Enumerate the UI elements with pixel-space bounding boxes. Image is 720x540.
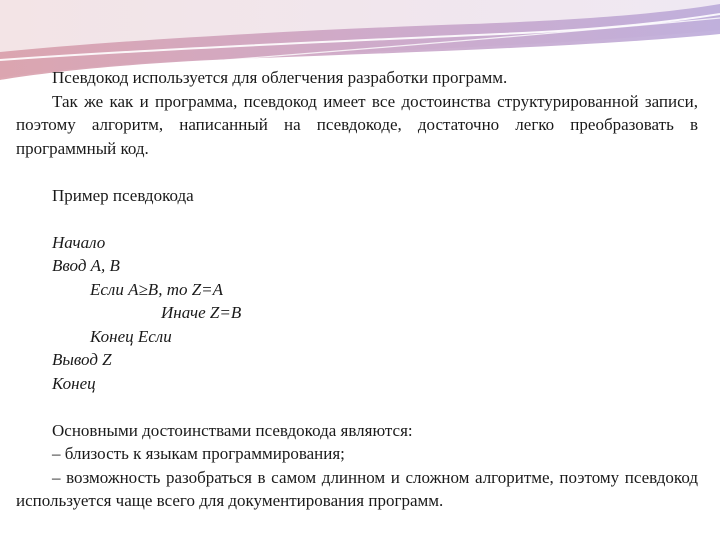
intro-line: Псевдокод используется для облегчения разработки программ.: [52, 68, 508, 87]
intro-paragraph: Так же как и программа, псевдокод имеет все достоинства структурированной записи, поэтому алгоритм, написанный на псевдокоде, достаточно легко преобразовать в программный код.: [16, 91, 698, 158]
code-line: Иначе Z=B: [161, 303, 242, 322]
code-line: Ввод A, B: [52, 256, 120, 275]
code-line: Если A≥B, то Z=A: [90, 279, 224, 299]
slide-content: [16, 66, 698, 513]
spacer: [16, 207, 698, 231]
code-line: Конец Если: [90, 326, 172, 346]
spacer: [16, 160, 698, 184]
example-heading: Пример псевдокода: [52, 185, 194, 205]
code-line: Вывод Z: [52, 350, 112, 369]
spacer: [16, 395, 698, 419]
code-line: Конец: [52, 373, 96, 393]
advantages-heading: Основными достоинствами псевдокода являются:: [52, 420, 413, 440]
advantage-item: – возможность разобраться в самом длинном и сложном алгоритме, поэтому псевдокод используется чаще всего для документирования программ.: [16, 467, 698, 510]
code-line: Начало: [52, 232, 106, 252]
advantage-item: – близость к языкам программирования;: [52, 444, 345, 463]
